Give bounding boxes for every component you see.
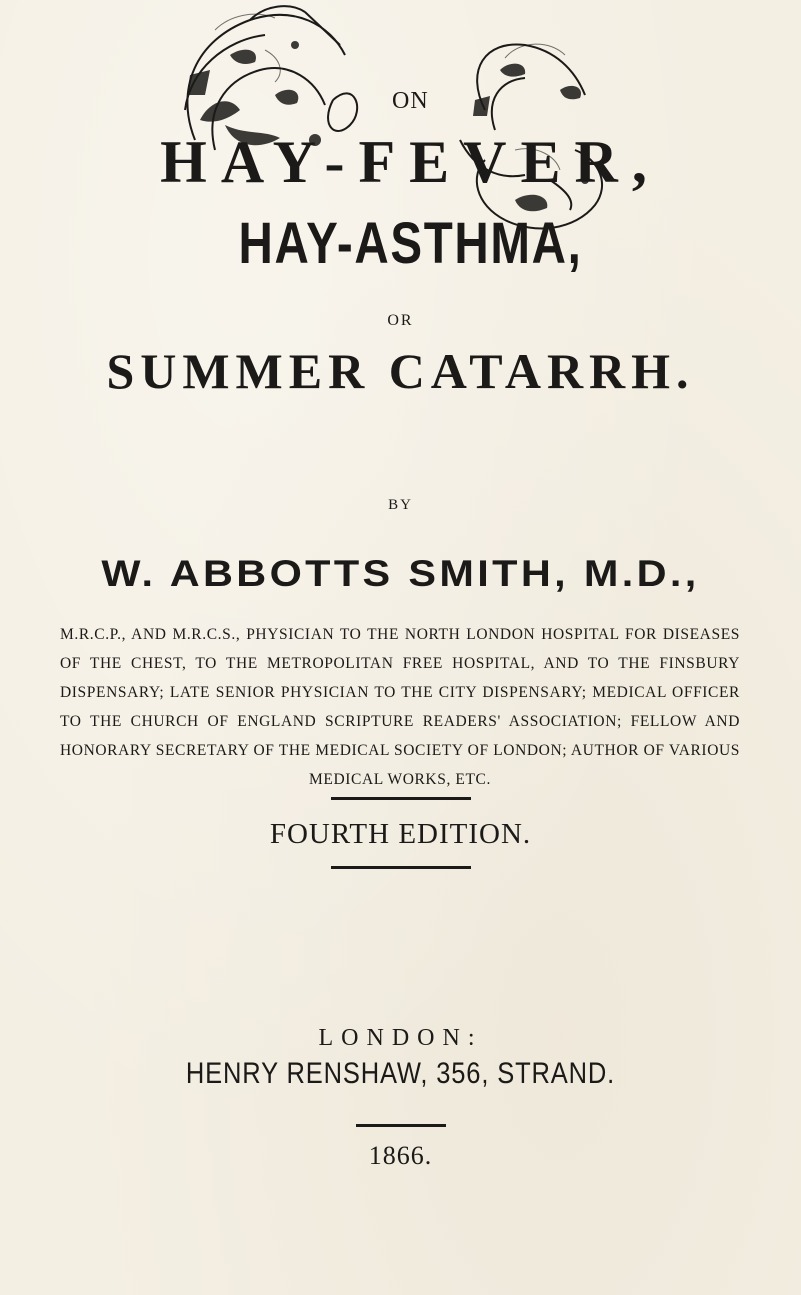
rule-below-edition bbox=[331, 866, 471, 869]
author-name: W. ABBOTTS SMITH, M.D., bbox=[101, 553, 700, 594]
title-summer-catarrh: SUMMER CATARRH. bbox=[106, 343, 695, 399]
author-credentials: M.R.C.P., AND M.R.C.S., PHYSICIAN TO THE NORTH LONDON HOSPITAL FOR DISEASES OF THE CHEST, TO THE METROPOLITAN FREE HOSPITAL, AND TO THE FINSBURY DISPENSARY; LATE SENIOR PHYSICIAN TO THE CITY DISPENSARY; MEDICAL OFFICER TO THE CHURCH OF ENGLAND SCRIPTURE READERS' ASSOCIATION; FELLOW AND HONORARY SECRETARY OF THE MEDICAL SOCIETY OF LONDON; AUTHOR OF VARIOUS MEDICAL WORKS, ETC. bbox=[60, 626, 740, 788]
title-hay-fever: HAY-FEVER, bbox=[160, 129, 661, 195]
on-word: ON bbox=[392, 88, 429, 114]
imprint-city: LONDON: bbox=[318, 1025, 483, 1051]
title-hay-asthma: HAY-ASTHMA, bbox=[238, 211, 583, 276]
rule-above-edition bbox=[331, 797, 471, 800]
imprint-year: 1866. bbox=[368, 1141, 433, 1170]
or-word: OR bbox=[387, 312, 414, 329]
edition-statement: FOURTH EDITION. bbox=[269, 818, 532, 850]
by-word: BY bbox=[388, 497, 413, 513]
rule-above-year bbox=[356, 1124, 446, 1127]
imprint-publisher: HENRY RENSHAW, 356, STRAND. bbox=[185, 1057, 616, 1090]
